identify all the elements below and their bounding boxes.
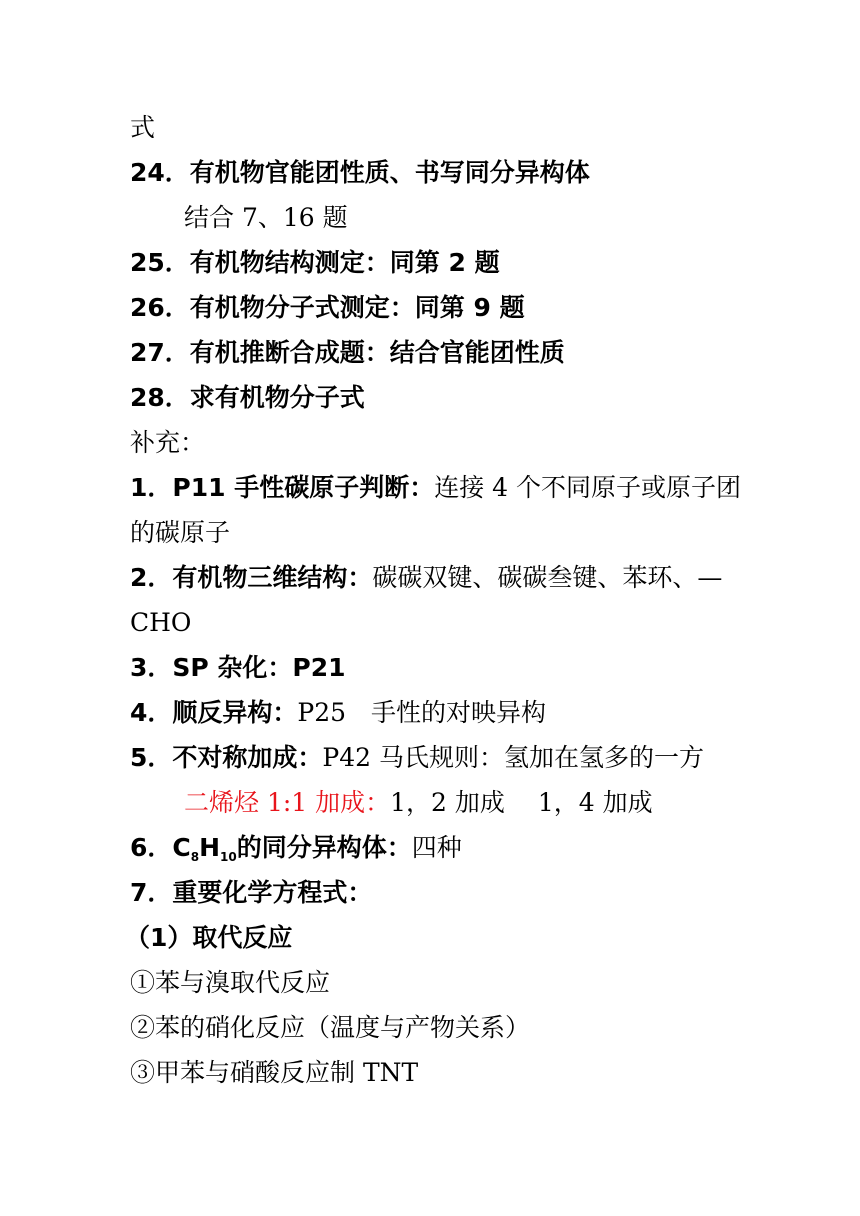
- heading-item-26: 26．有机物分子式测定：同第 9 题: [130, 293, 525, 322]
- formula-subscript: 10: [220, 850, 237, 864]
- item-body: 四种: [411, 833, 462, 862]
- list-item: ①苯与溴取代反应: [130, 968, 331, 997]
- heading-item-28: 28．求有机物分子式: [130, 383, 365, 412]
- supplement-item-2: [130, 555, 722, 600]
- heading-item-27: 27．有机推断合成题：结合官能团性质: [130, 338, 565, 367]
- item-body: P25 手性的对映异构: [297, 698, 547, 727]
- item-body: 连接 4 个不同原子或原子团: [434, 473, 742, 502]
- subsection-heading: （1）取代反应: [125, 923, 293, 952]
- formula-subscript: 8: [190, 850, 200, 864]
- supplement-item-1: [130, 465, 741, 510]
- diene-addition-line: [184, 780, 653, 825]
- text-line: 式: [130, 113, 156, 142]
- heading-item-24: 24．有机物官能团性质、书写同分异构体: [130, 158, 590, 187]
- text-line: 的碳原子: [130, 518, 231, 547]
- item-heading: 4．顺反异构：: [130, 698, 298, 727]
- text-line: CHO: [130, 608, 192, 637]
- item-heading: 的同分异构体：: [236, 833, 412, 862]
- item-heading: 2．有机物三维结构：: [130, 563, 373, 592]
- supplement-item-3: 3．SP 杂化：P21: [130, 653, 346, 682]
- supplement-item-7: 7．重要化学方程式：: [130, 878, 373, 907]
- supplement-item-5: [130, 735, 704, 780]
- supplement-item-4: [130, 690, 546, 735]
- red-label: 二烯烃 1:1 加成：: [184, 788, 391, 817]
- item-body: 1，2 加成 1，4 加成: [390, 788, 653, 817]
- item-heading: 1．P11 手性碳原子判断：: [130, 473, 435, 502]
- supplement-item-6: [130, 825, 462, 870]
- supplement-label: 补充：: [130, 428, 206, 457]
- formula-c: 6．C: [130, 833, 191, 862]
- formula-h: H: [199, 833, 221, 862]
- text-line: 结合 7、16 题: [184, 203, 348, 232]
- list-item: ②苯的硝化反应（温度与产物关系）: [130, 1013, 531, 1042]
- item-body: 碳碳双键、碳碳叁键、苯环、—: [372, 563, 723, 592]
- item-heading: 5．不对称加成：: [130, 743, 323, 772]
- heading-item-25: 25．有机物结构测定：同第 2 题: [130, 248, 500, 277]
- list-item: ③甲苯与硝酸反应制 TNT: [130, 1058, 419, 1087]
- item-body: P42 马氏规则：氢加在氢多的一方: [322, 743, 704, 772]
